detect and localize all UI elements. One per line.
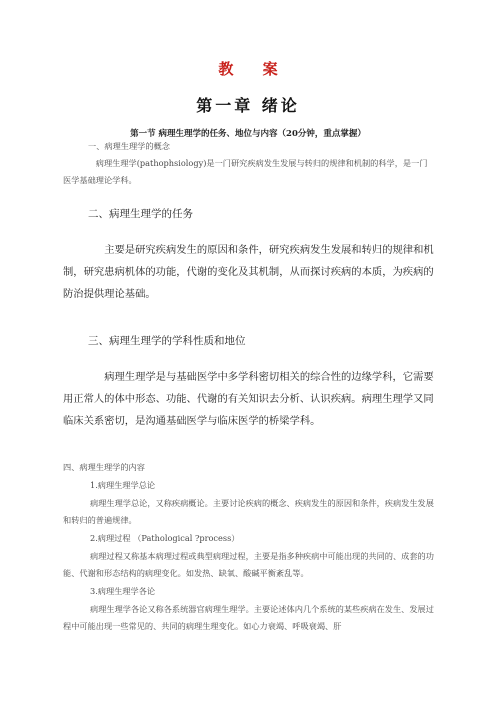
- document-title: 教 案: [218, 60, 290, 78]
- part4-item1-title: 1.病理生理学总论: [90, 480, 156, 490]
- part2-body: 主要是研究疾病发生的原因和条件，研究疾病发生发展和转归的规律和机制，研究患病机体的功能，代谢的变化及其机制，从而探讨疾病的本质，为疾病的防治提供理论基础。: [63, 244, 434, 300]
- part3-body: 病理生理学是与基础医学中多学科密切相关的综合性的边缘学科，它需要用正常人的体中形态、功能、代谢的有关知识去分析、认识疾病。病理生理学又同临床关系密切，是沟通基础医学与临床医学的桥梁学科。: [63, 371, 434, 427]
- part4-item3-title: 3.病理生理学各论: [90, 586, 156, 596]
- part4-item1-body: 病理生理学总论，又称疾病概论。主要讨论疾病的概念、疾病发生的原因和条件，疾病发生发展和转归的普遍规律。: [63, 498, 434, 525]
- section-title: 第一节 病理生理学的任务、地位与内容（20分钟，重点掌握）: [130, 129, 366, 139]
- part4-item2-title: 2.病理过程 （Pathological ?process）: [90, 533, 240, 543]
- part4-heading: 四、病理生理学的内容: [63, 462, 145, 472]
- part1-heading: 一、病理生理学的概念: [88, 141, 170, 151]
- part2-heading: 二、病理生理学的任务: [88, 208, 193, 220]
- part1-body: 病理生理学(pathophsiology)是一门研究疾病发生发展与转归的规律和机制的科学，是一门医学基础理论学科。: [63, 158, 428, 185]
- part4-item3-body: 病理生理学各论又称各系统器官病理生理学。主要论述体内几个系统的某些疾病在发生、发展过程中可能出现一些常见的、共同的病理生理变化。如心力衰竭、呼吸衰竭、肝: [63, 604, 434, 631]
- part3-heading: 三、病理生理学的学科性质和地位: [88, 335, 246, 347]
- part4-item2-body: 病理过程又称基本病理过程或典型病理过程，主要是指多种疾病中可能出现的共同的、成套的功能、代谢和形态结构的病理变化。如发热、缺氧、酸碱平衡紊乱等。: [63, 551, 434, 578]
- chapter-title: 第一章 绪论: [196, 96, 300, 115]
